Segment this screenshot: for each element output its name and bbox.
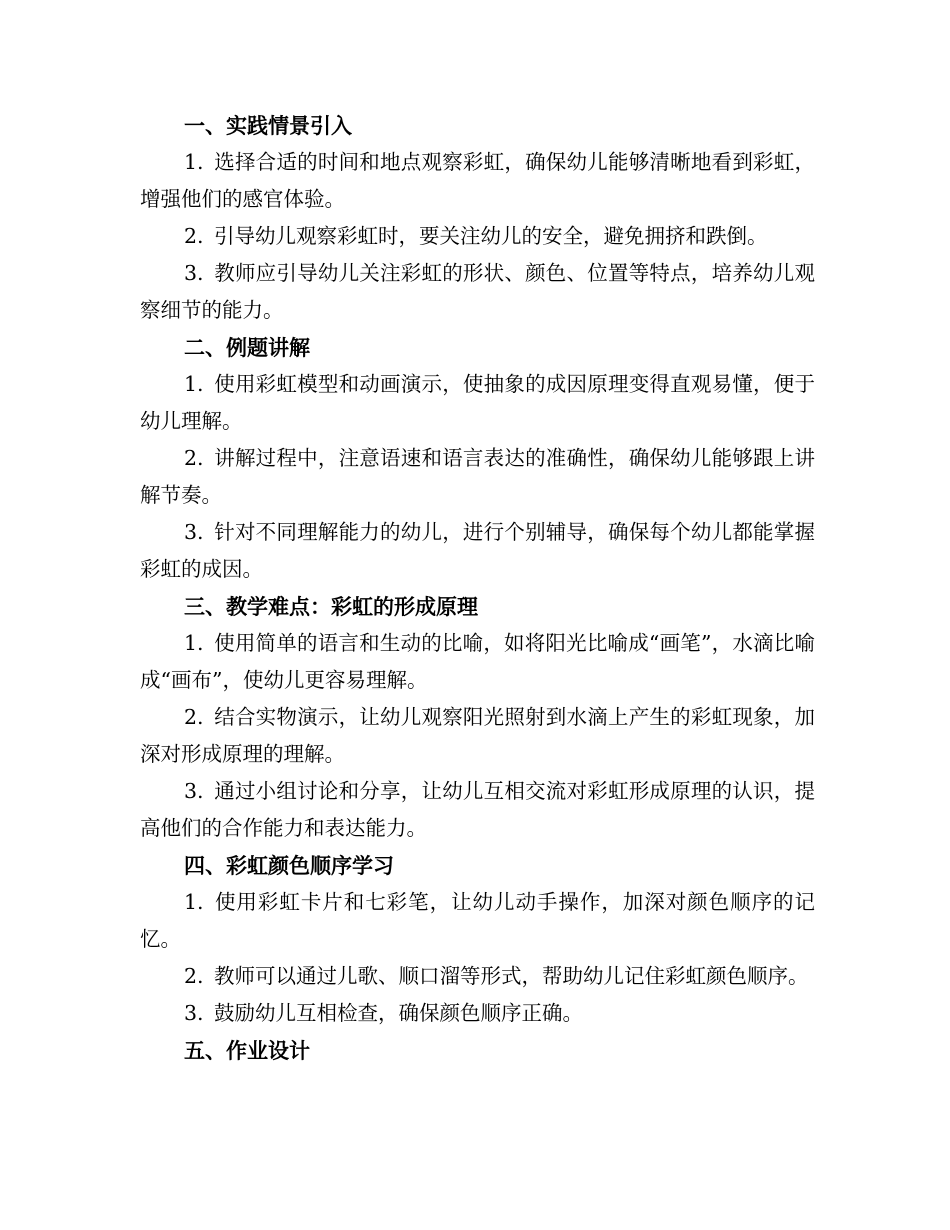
item-number: 1. <box>184 150 204 174</box>
section-heading: 三、教学难点：彩虹的形成原理 <box>184 594 478 619</box>
list-item <box>140 366 815 440</box>
item-text: 结合实物演示，让幼儿观察阳光照射到水滴上产生的彩虹现象，加深对形成原理的理解。 <box>140 705 815 766</box>
item-text: 通过小组讨论和分享，让幼儿互相交流对彩虹形成原理的认识，提高他们的合作能力和表达能力。 <box>140 779 815 840</box>
item-text: 选择合适的时间和地点观察彩虹，确保幼儿能够清晰地看到彩虹，增强他们的感官体验。 <box>140 150 815 211</box>
section-heading: 二、例题讲解 <box>184 335 310 360</box>
list-item <box>140 884 815 958</box>
section-heading: 四、彩虹颜色顺序学习 <box>184 853 394 878</box>
list-item <box>140 514 815 588</box>
item-number: 1. <box>184 890 204 914</box>
item-text: 使用彩虹模型和动画演示，使抽象的成因原理变得直观易懂，便于幼儿理解。 <box>140 372 815 433</box>
list-item <box>140 218 815 255</box>
list-item <box>140 958 815 995</box>
item-number: 1. <box>184 631 204 655</box>
list-item <box>140 255 815 329</box>
list-item <box>140 625 815 699</box>
item-number: 3. <box>184 261 204 285</box>
list-item <box>140 773 815 847</box>
list-item <box>140 995 815 1032</box>
list-item <box>140 699 815 773</box>
item-number: 3. <box>184 1001 204 1025</box>
item-text: 教师应引导幼儿关注彩虹的形状、颜色、位置等特点，培养幼儿观察细节的能力。 <box>140 261 815 322</box>
item-number: 2. <box>184 964 204 988</box>
item-text: 教师可以通过儿歌、顺口溜等形式，帮助幼儿记住彩虹颜色顺序。 <box>214 964 809 988</box>
item-number: 2. <box>184 446 204 470</box>
item-number: 3. <box>184 520 204 544</box>
item-text: 使用彩虹卡片和七彩笔，让幼儿动手操作，加深对颜色顺序的记忆。 <box>140 890 815 951</box>
item-number: 2. <box>184 224 204 248</box>
section-heading: 一、实践情景引入 <box>184 113 352 138</box>
item-text: 讲解过程中，注意语速和语言表达的准确性，确保幼儿能够跟上讲解节奏。 <box>140 446 815 507</box>
item-text: 鼓励幼儿互相检查，确保颜色顺序正确。 <box>214 1001 583 1025</box>
list-item <box>140 440 815 514</box>
item-number: 2. <box>184 705 204 729</box>
list-item <box>140 144 815 218</box>
item-text: 针对不同理解能力的幼儿，进行个别辅导，确保每个幼儿都能掌握彩虹的成因。 <box>140 520 815 581</box>
item-number: 1. <box>184 372 204 396</box>
section-heading: 五、作业设计 <box>184 1038 310 1063</box>
item-text: 使用简单的语言和生动的比喻，如将阳光比喻成“画笔”，水滴比喻成“画布”，使幼儿更容易理解。 <box>140 631 815 692</box>
document-body <box>140 107 815 1069</box>
item-text: 引导幼儿观察彩虹时，要关注幼儿的安全，避免拥挤和跌倒。 <box>214 224 768 248</box>
item-number: 3. <box>184 779 204 803</box>
